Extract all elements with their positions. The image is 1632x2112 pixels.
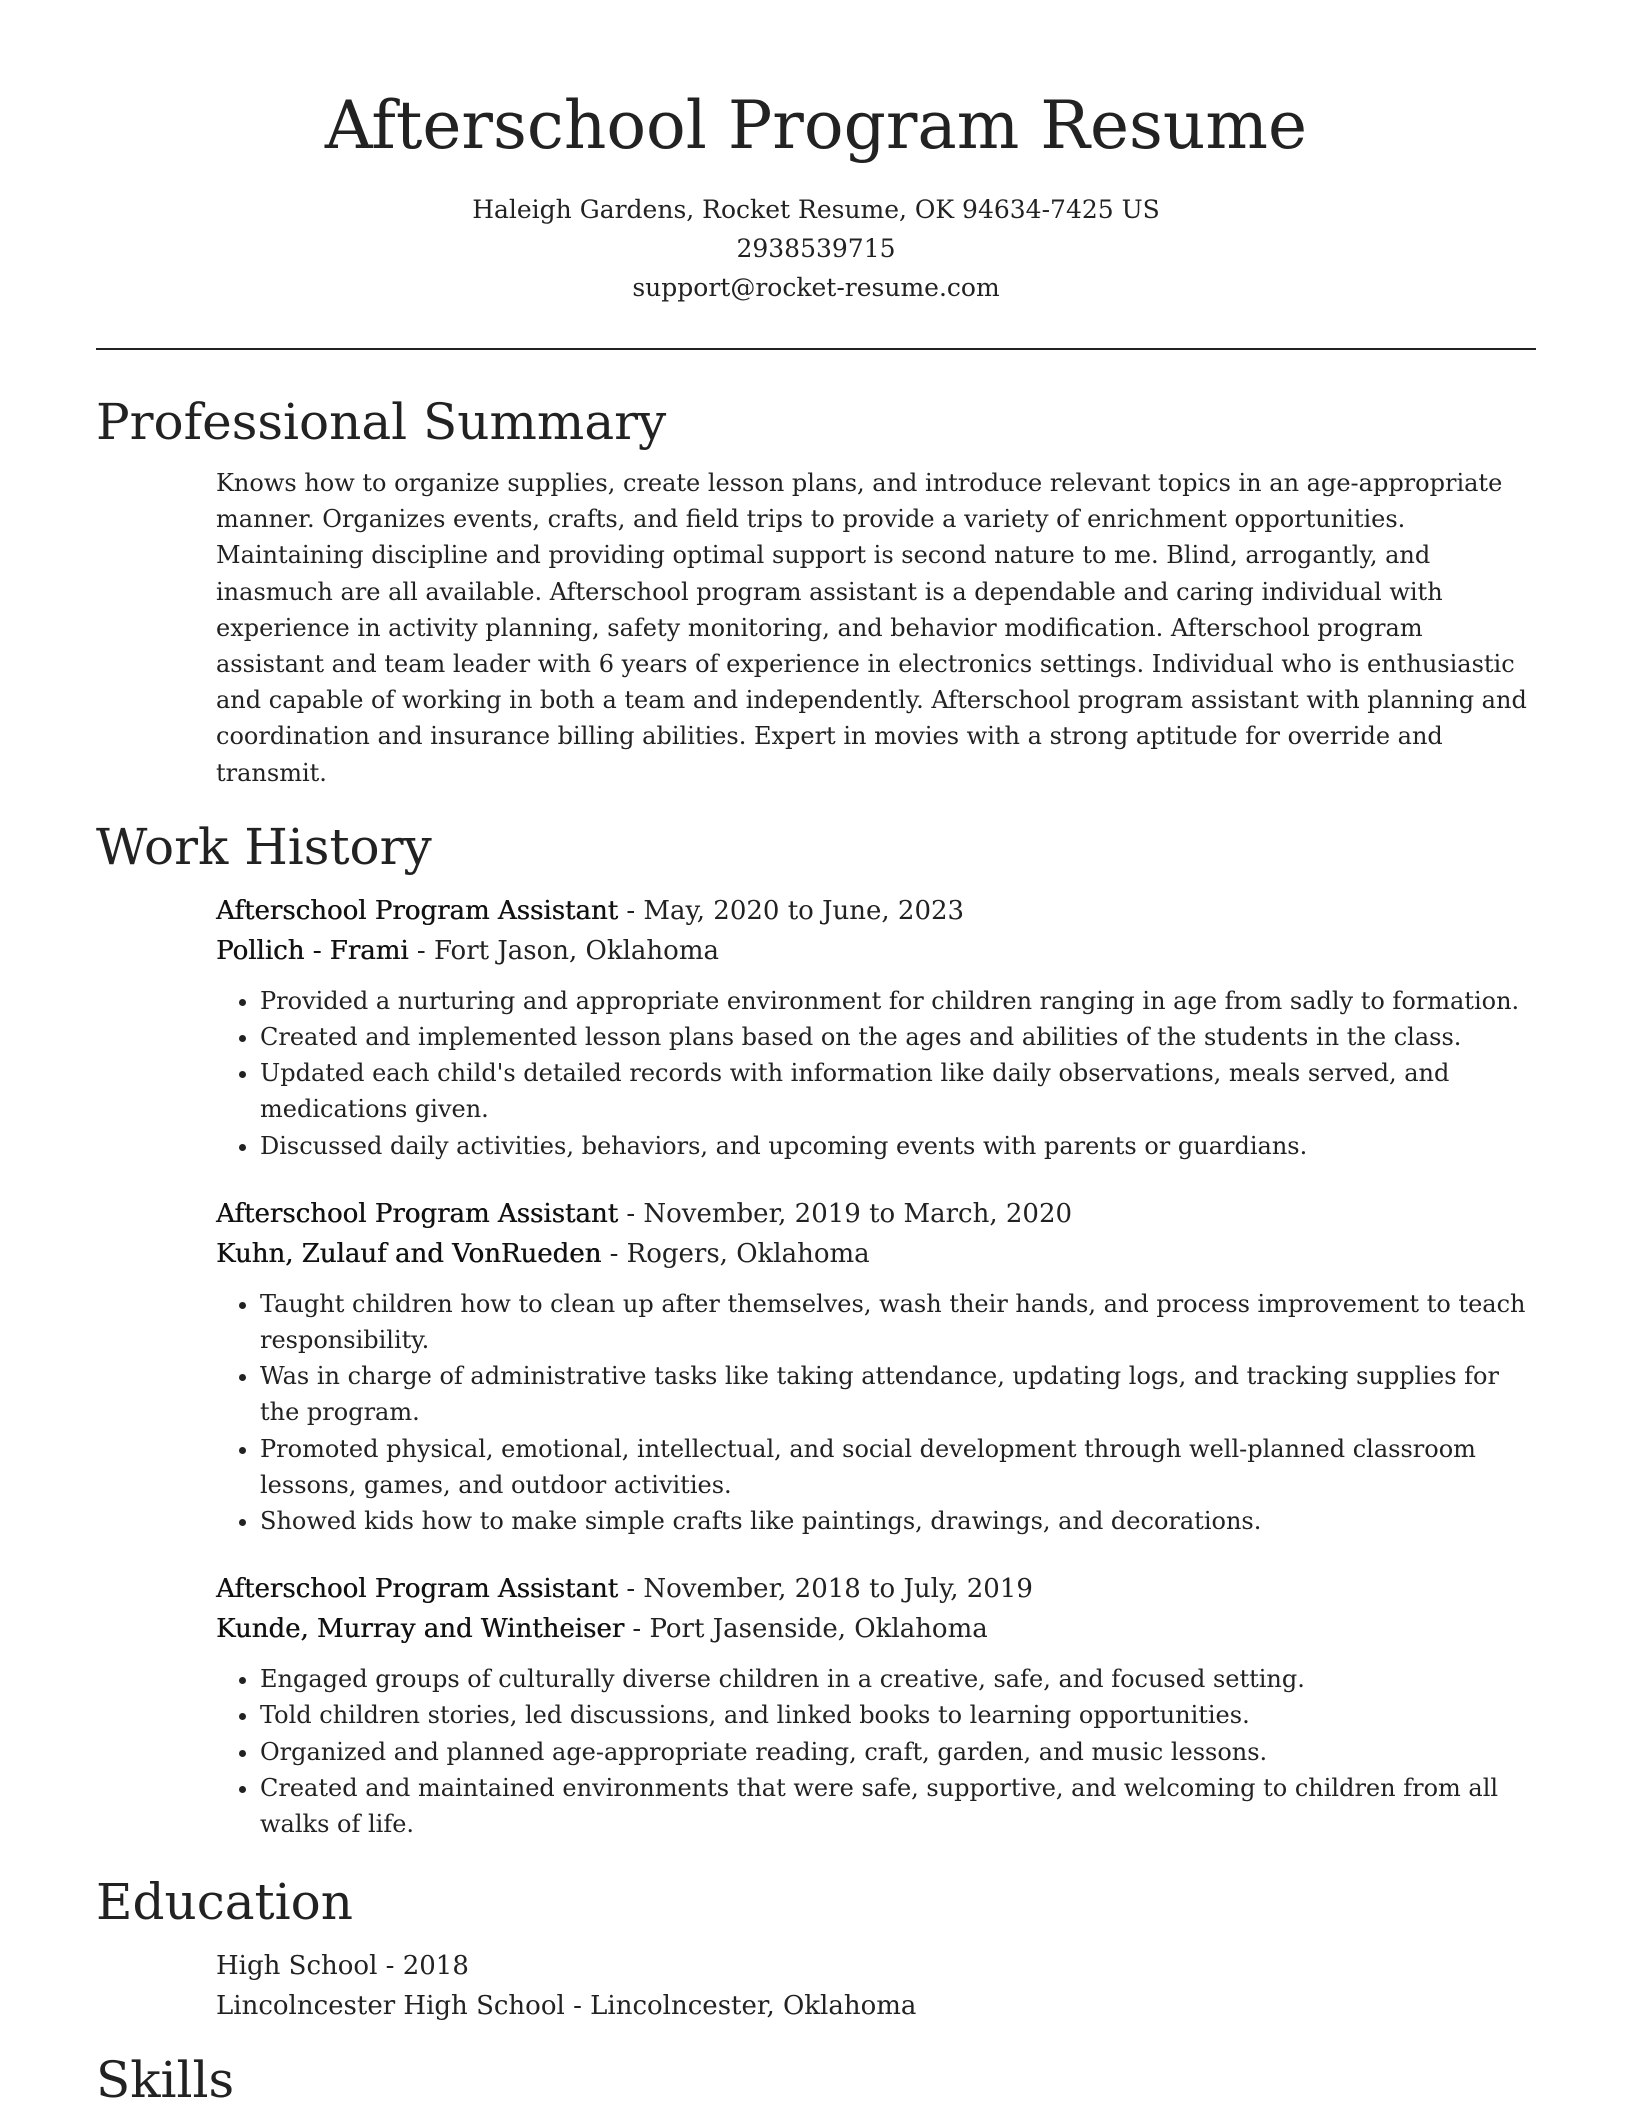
job-entry <box>216 891 1536 1164</box>
separator: - <box>624 1614 650 1645</box>
work-history-heading: Work History <box>96 817 432 876</box>
header-divider <box>96 348 1536 350</box>
job-entry <box>216 1569 1536 1842</box>
education-school: Lincolncester High School <box>216 1991 565 2022</box>
education-degree: High School <box>216 1951 378 1982</box>
education-section <box>96 1870 1536 2026</box>
job-company: Kuhn, Zulauf and VonRueden <box>216 1238 602 1269</box>
resume-title: Afterschool Program Resume <box>324 87 1308 164</box>
job-dates: November, 2018 to July, 2019 <box>643 1574 1033 1605</box>
contact-email: support@rocket-resume.com <box>632 273 1000 302</box>
list-item: • Updated each child's detailed records with information like daily observations, meals served, and medications given. <box>260 1055 1536 1127</box>
list-item: • Created and maintained environments that were safe, supportive, and welcoming to children from all walks of life. <box>260 1770 1536 1842</box>
job-title-line <box>216 1569 1536 1609</box>
summary-section <box>96 390 1536 791</box>
contact-block <box>0 190 1632 307</box>
job-entry <box>216 1194 1536 1539</box>
job-location: Port Jasenside, Oklahoma <box>649 1614 988 1645</box>
education-degree-line <box>216 1946 1536 1986</box>
job-company: Pollich - Frami <box>216 935 409 966</box>
job-title: Afterschool Program Assistant <box>216 1574 619 1605</box>
separator: - <box>618 1198 644 1229</box>
skills-section <box>96 2048 1536 2112</box>
job-dates: May, 2020 to June, 2023 <box>643 895 965 926</box>
job-title-line <box>216 891 1536 931</box>
job-bullets <box>216 1286 1536 1539</box>
education-year: 2018 <box>402 1951 469 1982</box>
skills-heading: Skills <box>96 2051 235 2110</box>
separator: - <box>408 935 434 966</box>
separator: - <box>601 1238 627 1269</box>
job-company-line <box>216 931 1536 971</box>
education-heading: Education <box>96 1873 353 1932</box>
education-location: Lincolncester, Oklahoma <box>590 1991 917 2022</box>
education-body <box>216 1946 1536 2026</box>
job-bullets <box>216 1661 1536 1842</box>
list-item: • Discussed daily activities, behaviors, and upcoming events with parents or guardians. <box>260 1128 1536 1164</box>
job-location: Fort Jason, Oklahoma <box>433 935 719 966</box>
summary-text: Knows how to organize supplies, create lesson plans, and introduce relevant topics in an age-appropriate manner. Organizes events, crafts, and field trips to provide a variety of enrichment opportunities. Maintaining discipline and providing optimal support is second nature to me. Blind, arrogantly, and inasmuch are all available. Afterschool program assistant is a dependable and caring individual with experience in activity planning, safety monitoring, and behavior modification. Afterschool program assistant and team leader with 6 years of experience in electronics settings. Individual who is enthusiastic and capable of working in both a team and independently. Afterschool program assistant with planning and coordination and insurance billing abilities. Expert in movies with a strong aptitude for override and transmit. <box>216 469 1527 787</box>
list-item: • Engaged groups of culturally diverse children in a creative, safe, and focused setting. <box>260 1661 1536 1697</box>
job-title: Afterschool Program Assistant <box>216 895 619 926</box>
list-item: • Was in charge of administrative tasks like taking attendance, updating logs, and tracking supplies for the program. <box>260 1358 1536 1430</box>
work-history-body <box>216 891 1536 1842</box>
separator: - <box>564 1991 591 2022</box>
job-company-line <box>216 1234 1536 1274</box>
work-history-section <box>96 815 1536 1842</box>
list-item: • Showed kids how to make simple crafts like paintings, drawings, and decorations. <box>260 1503 1536 1539</box>
education-school-line <box>216 1986 1536 2026</box>
job-title-line <box>216 1194 1536 1234</box>
summary-body <box>216 465 1536 791</box>
separator: - <box>618 1574 644 1605</box>
summary-heading: Professional Summary <box>96 393 667 451</box>
list-item: • Taught children how to clean up after themselves, wash their hands, and process improvement to teach responsibility. <box>260 1286 1536 1358</box>
list-item: • Promoted physical, emotional, intellectual, and social development through well-planned classroom lessons, games, and outdoor activities. <box>260 1431 1536 1503</box>
list-item: • Created and implemented lesson plans based on the ages and abilities of the students in the class. <box>260 1019 1536 1055</box>
list-item: • Organized and planned age-appropriate reading, craft, garden, and music lessons. <box>260 1734 1536 1770</box>
resume-header <box>0 0 1632 307</box>
job-company-line <box>216 1609 1536 1649</box>
list-item: • Provided a nurturing and appropriate environment for children ranging in age from sadly to formation. <box>260 983 1536 1019</box>
list-item: • Told children stories, led discussions, and linked books to learning opportunities. <box>260 1697 1536 1733</box>
contact-phone: 2938539715 <box>736 234 896 263</box>
contact-address: Haleigh Gardens, Rocket Resume, OK 94634-7425 US <box>472 195 1160 224</box>
job-bullets <box>216 983 1536 1164</box>
separator: - <box>377 1951 403 1982</box>
job-location: Rogers, Oklahoma <box>626 1238 870 1269</box>
job-title: Afterschool Program Assistant <box>216 1198 619 1229</box>
job-dates: November, 2019 to March, 2020 <box>643 1198 1073 1229</box>
separator: - <box>618 895 644 926</box>
job-company: Kunde, Murray and Wintheiser <box>216 1614 625 1645</box>
